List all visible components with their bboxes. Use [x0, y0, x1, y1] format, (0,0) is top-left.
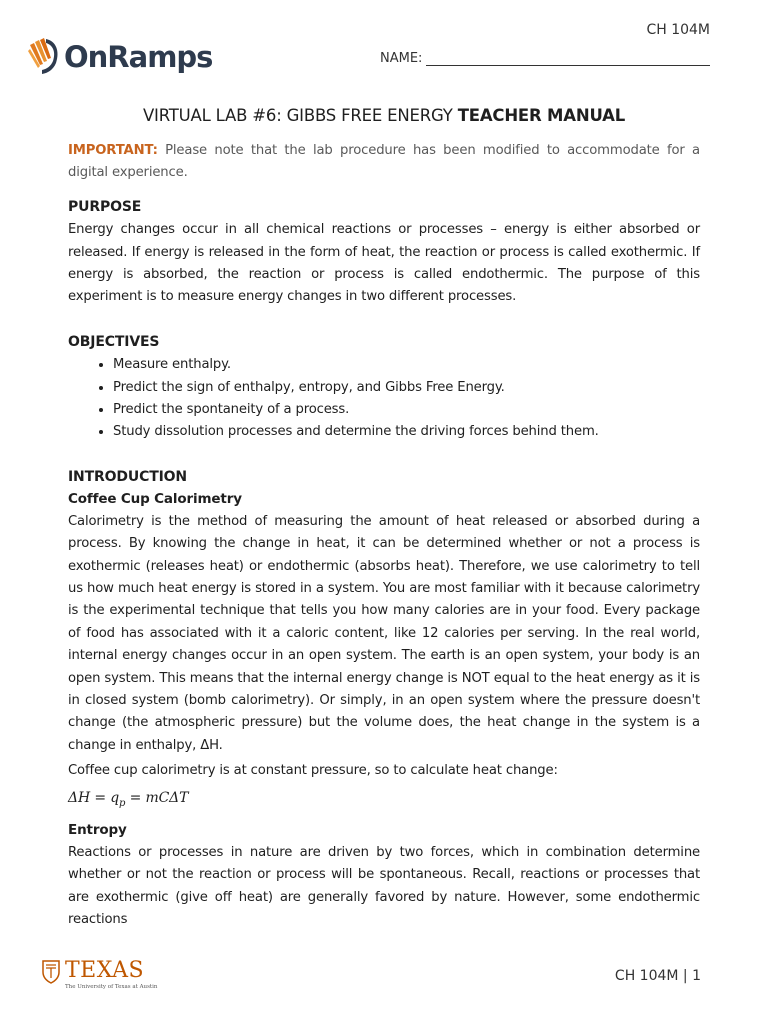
important-text: Please note that the lab procedure has been modified to accommodate for a digital experience.: [68, 143, 700, 181]
constant-pressure-text: Coffee cup calorimetry is at constant pressure, so to calculate heat change:: [68, 763, 558, 779]
entropy-text: Reactions or processes in nature are driven by two forces, which in combination determine whether or not the reaction or process will be spontaneous. Recall, reactions or processes that are exothermic (give off heat) are generally favored by nature. However, some endothermic reactions: [68, 844, 700, 927]
texas-wordmark: TEXAS: [65, 958, 145, 983]
introduction-heading: INTRODUCTION: [68, 468, 187, 485]
name-blank-line: [426, 51, 710, 66]
document-body: [68, 140, 700, 931]
objective-item: • Predict the sign of enthalpy, entropy, and Gibbs Free Energy.: [113, 377, 700, 399]
page-number: CH 104M | 1: [614, 968, 701, 984]
name-label: NAME:: [380, 51, 423, 66]
equation-rhs: = mCΔT: [125, 789, 189, 806]
course-code-top: CH 104M: [646, 22, 710, 38]
document-title: [0, 106, 768, 125]
texas-logo: [42, 960, 157, 990]
objective-item: • Study dissolution processes and determine the driving forces behind them.: [113, 421, 700, 443]
onramps-logo-text: OnRamps: [64, 40, 213, 74]
objectives-list: [68, 354, 700, 444]
important-label: IMPORTANT:: [68, 143, 158, 158]
purpose-heading: PURPOSE: [68, 198, 142, 215]
onramps-logo: [26, 33, 212, 81]
equation-lhs: ΔH = q: [68, 789, 120, 806]
objectives-heading: OBJECTIVES: [68, 333, 160, 350]
title-regular: VIRTUAL LAB #6: GIBBS FREE ENERGY: [142, 106, 458, 125]
onramps-logo-icon: [26, 37, 62, 77]
enthalpy-equation: [68, 787, 700, 815]
important-note: [68, 140, 700, 185]
purpose-text: Energy changes occur in all chemical reactions or processes – energy is either absorbed or released. If energy is released in the form of heat, the reaction or process is called exothermic. If energy is absorbed, the reaction or process is called endothermic. The purpose of this experiment is to measure energy changes in two different processes.: [68, 222, 700, 305]
texas-subtitle: The University of Texas at Austin: [65, 984, 158, 990]
calorimetry-heading: Coffee Cup Calorimetry: [68, 491, 242, 508]
title-bold: TEACHER MANUAL: [457, 106, 626, 125]
equation-subscript: p: [119, 797, 126, 809]
entropy-heading: Entropy: [68, 822, 127, 839]
objective-item: • Predict the spontaneity of a process.: [113, 399, 700, 421]
objective-item: • Measure enthalpy.: [113, 354, 700, 376]
name-field: [380, 51, 710, 66]
calorimetry-text: Calorimetry is the method of measuring the amount of heat released or absorbed during a process. By knowing the change in heat, it can be determined whether or not a process is exothermic (releases heat) or endothermic (absorbs heat). Therefore, we use calorimetry to tell us how much heat energy is stored in a system. You are most familiar with it because calorimetry is the experimental technique that tells you how many calories are in your food. Every package of food has associated with it a caloric content, like 12 calories per serving. In the real world, internal energy changes occur in an open system. The earth is an open system, your body is an open system. This means that the internal energy change is NOT equal to the heat energy as it is in closed system (bomb calorimetry). Or simply, in an open system where the pressure doesn't change (the atmospheric pressure) but the volume does, the heat change in the system is a change in enthalpy, ΔH.: [68, 513, 700, 753]
ut-seal-icon: [42, 960, 60, 984]
